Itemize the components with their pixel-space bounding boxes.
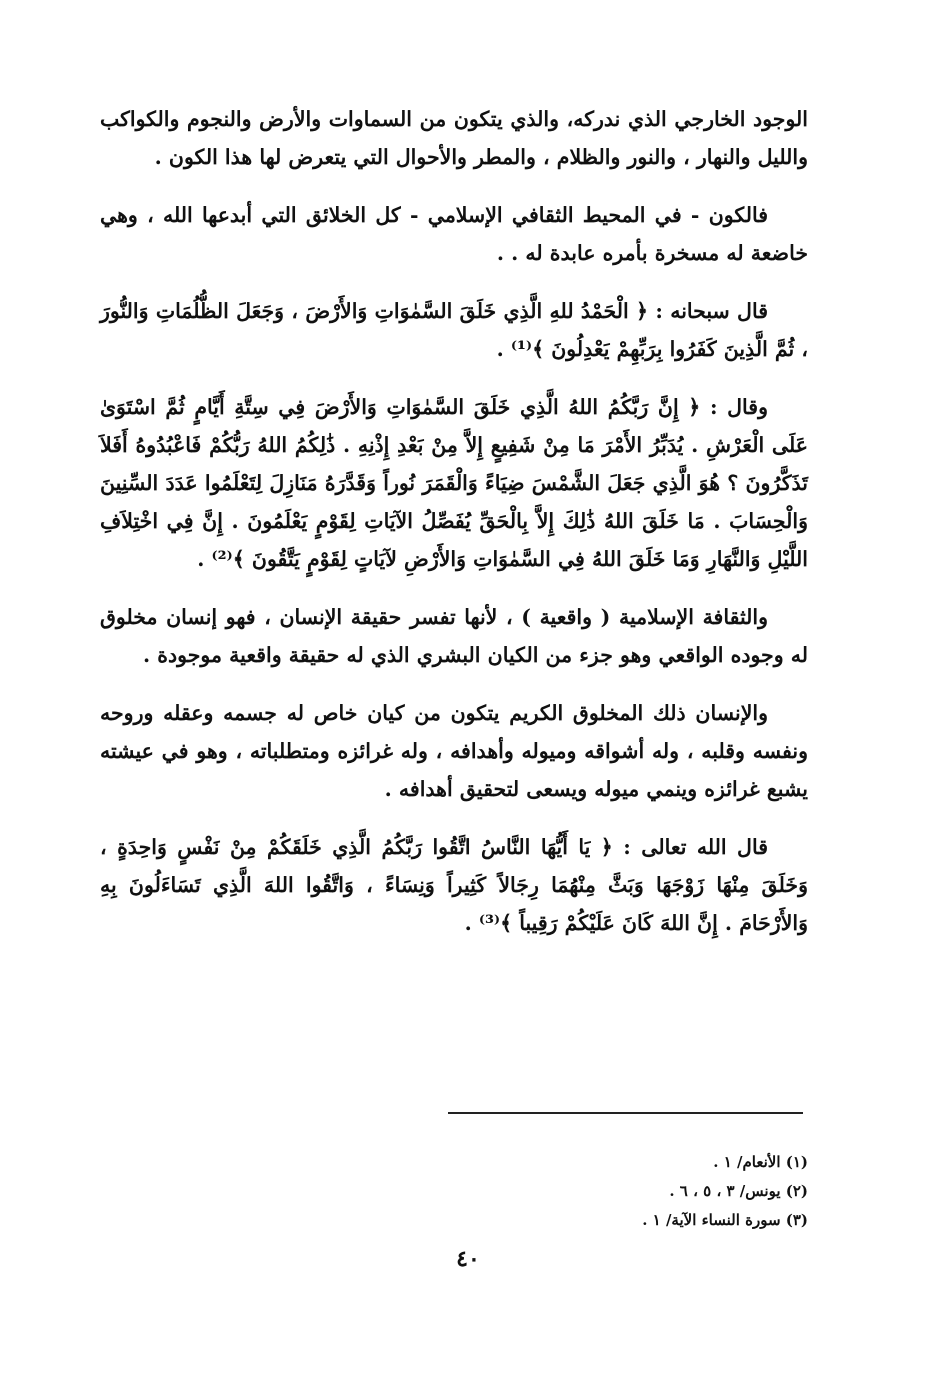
- paragraph-2: فالكون - في المحيط الثقافي الإسلامي - كل الخلائق التي أبدعها الله ، وهي خاضعة له مسخرة بأمره عابدة له . .: [100, 203, 808, 265]
- paragraph-3-quran-quote: قال سبحانه : ﴿ الْحَمْدُ للهِ الَّذِي خَلَقَ السَّمٰوَاتِ وَالأَرْضَ ، وَجَعَلَ الظُّلُمَاتِ وَالنُّورَ ، ثُمَّ الَّذِينَ كَفَرُوا بِرَبِّهِمْ يَعْدِلُونَ ﴾⁽¹⁾ .: [100, 299, 808, 361]
- footnote-1: (١) الأنعام/ ١ .: [713, 1153, 808, 1171]
- footnote-3: (٣) سورة النساء الآية/ ١ .: [642, 1211, 808, 1229]
- paragraph-5: والثقافة الإسلامية ( واقعية ) ، لأنها تفسر حقيقة الإنسان ، فهو إنسان مخلوق له وجوده الواقعي وهو جزء من الكيان البشري الذي له حقيقة واقعية موجودة .: [100, 605, 808, 667]
- paragraph-7-quran-quote: قال الله تعالى : ﴿ يَا أَيُّهَا النَّاسُ اتَّقُوا رَبَّكُمُ الَّذِي خَلَقَكُمْ مِنْ نَفْسٍ وَاحِدَةٍ ، وَخَلَقَ مِنْهَا زَوْجَهَا وَبَثَّ مِنْهُمَا رِجَالاً كَثِيراً وَنِسَاءً ، وَاتَّقُوا اللهَ الَّذِي تَسَاءَلُونَ بِهِ وَالأَرْحَامَ . إِنَّ اللهَ كَانَ عَلَيْكُمْ رَقِيباً ﴾⁽³⁾ .: [100, 835, 808, 935]
- page-body: [100, 100, 808, 962]
- paragraph-4-quran-quote: وقال : ﴿ إِنَّ رَبَّكُمُ اللهُ الَّذِي خَلَقَ السَّمٰوَاتِ وَالأَرْضَ فِي سِتَّةِ أَيَّامٍ ثُمَّ اسْتَوَىٰ عَلَى الْعَرْشِ . يُدَبِّرُ الأَمْرَ مَا مِنْ شَفِيعٍ إِلاَّ مِنْ بَعْدِ إِذْنِهِ . ذَٰلِكُمُ اللهُ رَبُّكُمْ فَاعْبُدُوهُ أَفَلاَ تَذَكَّرُونَ ؟ هُوَ الَّذِي جَعَلَ الشَّمْسَ ضِيَاءً وَالْقَمَرَ نُوراً وَقَدَّرَهُ مَنَازِلَ لِتَعْلَمُوا عَدَدَ السِّنِينَ وَالْحِسَابَ . مَا خَلَقَ اللهُ ذَٰلِكَ إِلاَّ بِالْحَقِّ يُفَصِّلُ الآيَاتِ لِقَوْمٍ يَعْلَمُونَ . إِنَّ فِي اخْتِلاَفِ اللَّيْلِ وَالنَّهَارِ وَمَا خَلَقَ اللهُ فِي السَّمٰوَاتِ وَالأَرْضِ لآيَاتٍ لِقَوْمٍ يَتَّقُونَ ﴾⁽²⁾ .: [100, 395, 808, 571]
- footnote-divider: [448, 1112, 803, 1114]
- page-number: ٤٠: [456, 1246, 480, 1272]
- paragraph-6: والإنسان ذلك المخلوق الكريم يتكون من كيان خاص له جسمه وعقله وروحه ونفسه وقلبه ، وله أشواقه وميوله وأهدافه ، وله غرائزه ومتطلباته ، وهو في عيشته يشبع غرائزه وينمي ميوله ويسعى لتحقيق أهدافه .: [100, 701, 808, 801]
- paragraph-1: الوجود الخارجي الذي ندركه، والذي يتكون من السماوات والأرض والنجوم والكواكب والليل والنهار ، والنور والظلام ، والمطر والأحوال التي يتعرض لها هذا الكون .: [100, 107, 808, 169]
- footnotes: [400, 1148, 808, 1235]
- footnote-2: (٢) يونس/ ٣ ، ٥ ، ٦ .: [669, 1182, 808, 1200]
